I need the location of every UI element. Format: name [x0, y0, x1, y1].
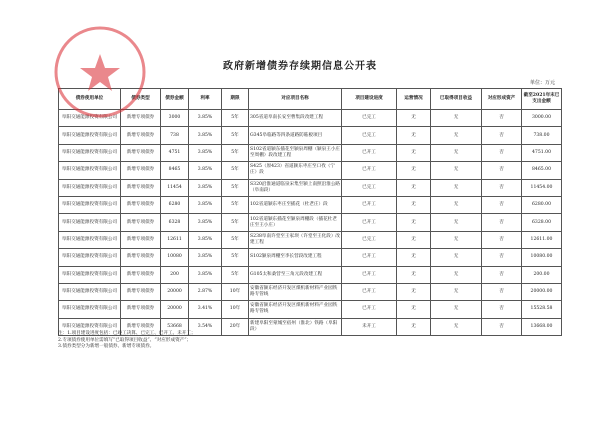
table-cell: 阜阳交通能源投资有限公司: [59, 283, 121, 300]
table-cell: 已开工: [342, 301, 397, 318]
table-cell: 已完工: [342, 179, 397, 196]
table-cell: 阜阳交通能源投资有限公司: [59, 231, 121, 248]
table-cell: 否: [482, 214, 522, 231]
table-cell: 否: [482, 110, 522, 127]
table-cell: 11454.00: [522, 179, 562, 196]
table-cell: 5年: [222, 179, 249, 196]
table-cell: 新增专项债券: [121, 231, 161, 248]
table-row: [59, 144, 562, 161]
table-cell: 未开工: [342, 318, 397, 335]
table-cell: 12611: [161, 231, 189, 248]
table-cell: 5年: [222, 162, 249, 179]
table-row: [59, 249, 562, 266]
table-cell: 无: [431, 301, 482, 318]
table-cell: 无: [397, 144, 431, 161]
table-cell: 10年: [222, 283, 249, 300]
table-cell: 738: [161, 127, 189, 144]
table-cell: 无: [431, 162, 482, 179]
table-cell: 无: [431, 266, 482, 283]
table-cell: 10年: [222, 301, 249, 318]
table-cell: 8465: [161, 162, 189, 179]
table-cell: 已开工: [342, 283, 397, 300]
table-cell: G105太和桑营至三角元段改建工程: [249, 266, 342, 283]
table-cell: 4751: [161, 144, 189, 161]
table-cell: 新增专项债券: [121, 162, 161, 179]
table-row: [59, 266, 562, 283]
table-cell: 已开工: [342, 249, 397, 266]
table-cell: 否: [482, 283, 522, 300]
table-cell: S238阜南许堂至王家坝（许堂至王化段）改建工程: [249, 231, 342, 248]
table-cell: 否: [482, 249, 522, 266]
column-header: 利率: [189, 89, 222, 110]
table-cell: 否: [482, 179, 522, 196]
table-cell: 10080.00: [522, 249, 562, 266]
table-cell: 否: [482, 127, 522, 144]
table-cell: 6280.00: [522, 196, 562, 213]
table-cell: 5年: [222, 231, 249, 248]
table-cell: 阜阳交通能源投资有限公司: [59, 318, 121, 335]
table-cell: 3000.00: [522, 110, 562, 127]
table-cell: 新增专项债券: [121, 144, 161, 161]
table-cell: S425（原423）省道颍东枣庄至口孜（宁庄）段: [249, 162, 342, 179]
table-cell: 6328.00: [522, 214, 562, 231]
table-cell: 3.85%: [189, 144, 222, 161]
table-cell: 无: [397, 231, 431, 248]
table-cell: 阜阳交通能源投资有限公司: [59, 266, 121, 283]
table-cell: 5年: [222, 249, 249, 266]
table-cell: 新增专项债券: [121, 214, 161, 231]
column-header: 债券类型: [121, 89, 161, 110]
table-row: [59, 301, 562, 318]
table-cell: 已开工: [342, 162, 397, 179]
table-header-row: [59, 89, 562, 110]
table-cell: 5年: [222, 127, 249, 144]
table-cell: 无: [397, 266, 431, 283]
table-cell: 新增专项债券: [121, 266, 161, 283]
table-cell: 3000: [161, 110, 189, 127]
table-cell: 否: [482, 144, 522, 161]
page-title: 政府新增债券存续期信息公开表: [223, 61, 377, 72]
table-cell: 200: [161, 266, 189, 283]
table-cell: 11454: [161, 179, 189, 196]
table-cell: 无: [397, 318, 431, 335]
table-cell: 已开工: [342, 196, 397, 213]
table-cell: 安徽省颍东经济开发区煤机新材料产业园铁路专管线: [249, 301, 342, 318]
table-cell: 20000: [161, 283, 189, 300]
table-cell: 3.41%: [189, 301, 222, 318]
table-cell: 新增专项债券: [121, 318, 161, 335]
table-row: [59, 162, 562, 179]
table-cell: 20000: [161, 301, 189, 318]
table-cell: 3.85%: [189, 110, 222, 127]
table-cell: 无: [397, 127, 431, 144]
table-cell: 13668.00: [522, 318, 562, 335]
table-cell: 20000.00: [522, 283, 562, 300]
table-cell: 新增专项债券: [121, 249, 161, 266]
table-cell: 否: [482, 162, 522, 179]
table-cell: 5年: [222, 144, 249, 161]
table-cell: 305省道阜南长安至曹集段改建工程: [249, 110, 342, 127]
table-cell: 无: [431, 283, 482, 300]
column-header: 截至2021年末已支出金额: [522, 89, 562, 110]
table-cell: 无: [431, 231, 482, 248]
table-cell: 102省道颍东枣庄至插花（杜老庄）段: [249, 196, 342, 213]
table-cell: 3.85%: [189, 249, 222, 266]
table-cell: 53668: [161, 318, 189, 335]
table-cell: 阜阳交通能源投资有限公司: [59, 179, 121, 196]
column-header: 债券金额: [161, 89, 189, 110]
table-row: [59, 127, 562, 144]
table-cell: 5年: [222, 214, 249, 231]
table-cell: 无: [397, 110, 431, 127]
column-header: 对应形成资产: [482, 89, 522, 110]
table-cell: 无: [397, 283, 431, 300]
table-cell: 已开工: [342, 144, 397, 161]
bond-info-table: [58, 88, 562, 336]
column-header: 已取得项目收益: [431, 89, 482, 110]
table-cell: 新增专项债券: [121, 196, 161, 213]
table-cell: 738.00: [522, 127, 562, 144]
table-cell: 阜阳交通能源投资有限公司: [59, 196, 121, 213]
table-cell: 阜阳交通能源投资有限公司: [59, 144, 121, 161]
table-cell: 3.85%: [189, 231, 222, 248]
table-cell: 10080: [161, 249, 189, 266]
table-cell: 新增专项债券: [121, 110, 161, 127]
table-cell: 已完工: [342, 110, 397, 127]
table-cell: 无: [397, 249, 431, 266]
table-cell: 3.85%: [189, 127, 222, 144]
table-cell: 3.85%: [189, 266, 222, 283]
table-cell: 3.85%: [189, 196, 222, 213]
table-cell: 3.85%: [189, 214, 222, 231]
table-cell: 6280: [161, 196, 189, 213]
table-cell: 阜阳交通能源投资有限公司: [59, 249, 121, 266]
table-cell: G345阜临路等四条道路防眩板项目: [249, 127, 342, 144]
column-header: 运营情况: [397, 89, 431, 110]
table-cell: 3.85%: [189, 162, 222, 179]
table-cell: 无: [431, 318, 482, 335]
table-cell: 无: [431, 110, 482, 127]
table-cell: 否: [482, 266, 522, 283]
note-line: 2.专项债券使用单位需填写“已取得项目收益”、“对应形成资产”；: [58, 337, 192, 343]
table-cell: 无: [431, 196, 482, 213]
table-row: [59, 283, 562, 300]
table-cell: 2.87%: [189, 283, 222, 300]
table-row: [59, 214, 562, 231]
table-cell: 无: [397, 179, 431, 196]
table-cell: 否: [482, 231, 522, 248]
column-header: 债券使用单位: [59, 89, 121, 110]
table-cell: 3.54%: [189, 318, 222, 335]
table-cell: 4751.00: [522, 144, 562, 161]
table-cell: 200.00: [522, 266, 562, 283]
table-cell: 已开工: [342, 214, 397, 231]
table-cell: S320沿淮通道临泉宋集至颍上南照沿淮公路（阜南段）: [249, 179, 342, 196]
table-cell: 新增专项债券: [121, 179, 161, 196]
note-line: 3.债券类型分为新增一般债券、新增专项债券。: [58, 344, 155, 349]
table-row: [59, 196, 562, 213]
table-cell: 否: [482, 196, 522, 213]
table-cell: 102省道颍东插花至颍泉周棚段（插花杜老庄至王小庄）: [249, 214, 342, 231]
table-cell: 已开工: [342, 266, 397, 283]
table-row: [59, 110, 562, 127]
table-row: [59, 179, 562, 196]
table-cell: 5年: [222, 110, 249, 127]
table-cell: 5年: [222, 266, 249, 283]
table-cell: 无: [397, 214, 431, 231]
table-cell: 已完工: [342, 231, 397, 248]
table-cell: 6328: [161, 214, 189, 231]
table-cell: 无: [431, 127, 482, 144]
table-cell: 无: [397, 301, 431, 318]
unit-label: 单位：万元: [530, 80, 556, 86]
table-cell: 12611.00: [522, 231, 562, 248]
table-cell: 新建阜阳至蒙城至宿州（淮北）铁路（阜阳段）: [249, 318, 342, 335]
column-header: 期限: [222, 89, 249, 110]
notes: [58, 331, 196, 351]
table-cell: 阜阳交通能源投资有限公司: [59, 301, 121, 318]
table-cell: S102省道颍东插花至颍泉周棚（颍泉王小庄至周棚）段改建工程: [249, 144, 342, 161]
table-cell: 3.85%: [189, 179, 222, 196]
table-cell: 新增专项债券: [121, 127, 161, 144]
table-cell: 无: [431, 214, 482, 231]
table-cell: 新增专项债券: [121, 283, 161, 300]
column-header: 项目建设进度: [342, 89, 397, 110]
table-cell: 无: [431, 249, 482, 266]
table-cell: 无: [397, 162, 431, 179]
table-cell: 20年: [222, 318, 249, 335]
table-cell: 阜阳交通能源投资有限公司: [59, 110, 121, 127]
table-cell: S102颍泉周棚至李长营段改建工程: [249, 249, 342, 266]
table-cell: 5年: [222, 196, 249, 213]
table-cell: 否: [482, 318, 522, 335]
table-cell: 否: [482, 301, 522, 318]
table-cell: 阜阳交通能源投资有限公司: [59, 214, 121, 231]
table-cell: 无: [397, 196, 431, 213]
column-header: 对应项目名称: [249, 89, 342, 110]
table-cell: 阜阳交通能源投资有限公司: [59, 127, 121, 144]
table-cell: 8465.00: [522, 162, 562, 179]
table-cell: 新增专项债券: [121, 301, 161, 318]
table-cell: 15528.58: [522, 301, 562, 318]
table-cell: 无: [431, 179, 482, 196]
table-row: [59, 231, 562, 248]
table-cell: 阜阳交通能源投资有限公司: [59, 162, 121, 179]
table-cell: 安徽省颍东经济开发区煤机新材料产业园铁路专管线: [249, 283, 342, 300]
note-line: 注：1.项目建设进度包括：已竣工决算、已完工、已开工、未开工；: [58, 331, 196, 336]
table-cell: 无: [431, 144, 482, 161]
table-cell: 已完工: [342, 127, 397, 144]
